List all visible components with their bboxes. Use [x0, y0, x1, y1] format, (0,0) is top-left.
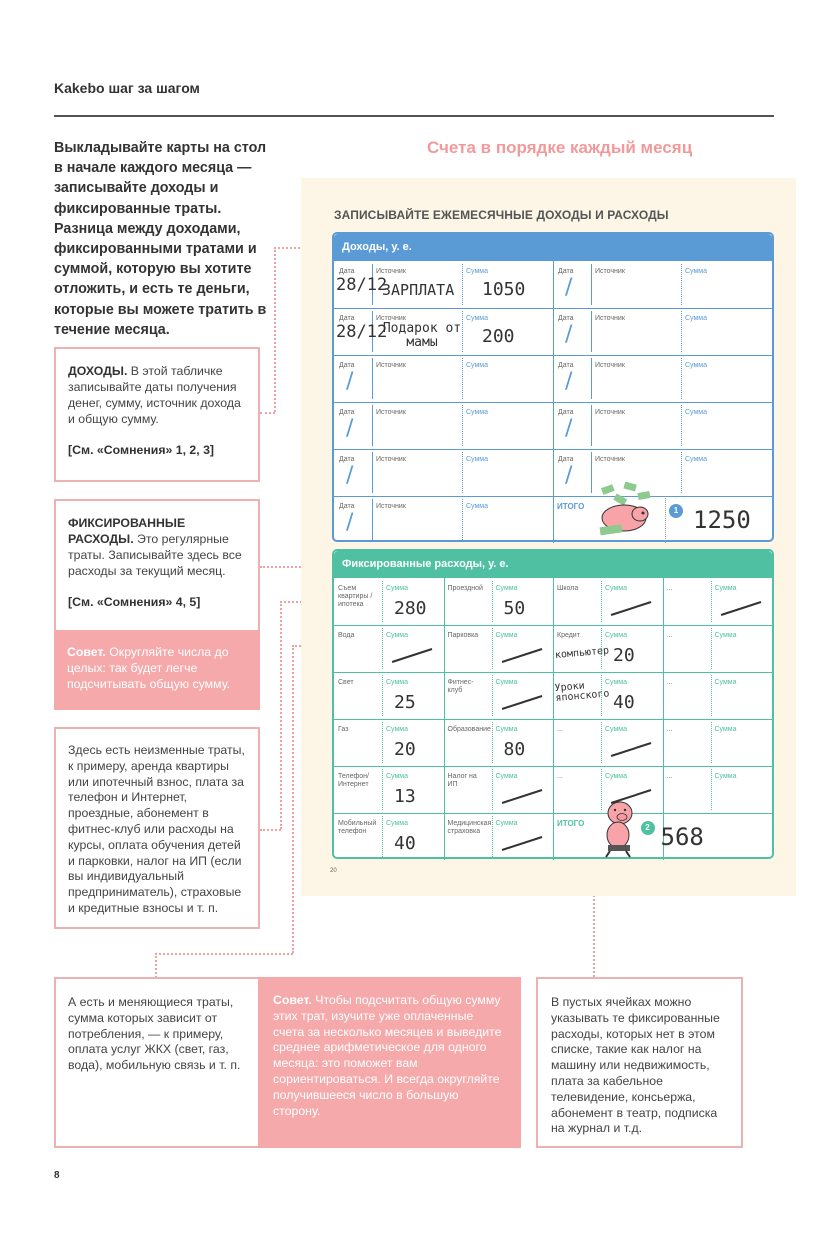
total-divider: [665, 496, 666, 543]
sum-divider: [711, 581, 712, 622]
sum-divider: [382, 769, 383, 810]
sum-label: Сумма: [386, 773, 408, 780]
tip2-label: Совет.: [273, 993, 312, 1007]
sum-label: Сумма: [605, 632, 627, 639]
date-divider: [591, 264, 592, 305]
income-table-header: Доходы, у. е.: [334, 234, 772, 261]
col-divider: [553, 625, 554, 672]
income-date: 28/12: [336, 322, 388, 342]
date-label: Дата: [339, 268, 355, 275]
col-divider: [444, 813, 445, 860]
col-divider: [553, 672, 554, 719]
running-header: Kakebo шаг за шагом: [54, 80, 200, 96]
date-slash: /: [565, 275, 573, 300]
expense-sum: 40: [394, 833, 416, 854]
sum-divider: [462, 358, 463, 399]
empty-dash: [501, 836, 541, 850]
col-divider: [663, 578, 664, 625]
sum-divider: [681, 311, 682, 352]
sum-divider: [601, 722, 602, 763]
sum-divider: [492, 769, 493, 810]
tip-rounding: [54, 630, 260, 710]
panel-title: Счета в порядке каждый месяц: [427, 138, 693, 157]
col-divider: [553, 355, 554, 402]
sum-label: Сумма: [685, 362, 707, 369]
category-note: Уроки японского: [554, 680, 610, 705]
empty-dash: [392, 648, 432, 662]
category-label: ...: [666, 679, 673, 686]
category-label: ...: [557, 726, 563, 733]
category-label: Вода: [338, 632, 355, 639]
category-label: Телефон/ Интернет: [338, 773, 369, 788]
category-label: ...: [666, 726, 673, 733]
fixed-total: 568: [660, 823, 704, 851]
date-label: Дата: [339, 315, 355, 322]
sum-label: Сумма: [605, 773, 627, 780]
source-label: Источник: [595, 268, 625, 275]
date-divider: [591, 311, 592, 352]
expense-sum: 20: [394, 739, 416, 760]
variable-expenses-box: А есть и меняющиеся траты, сумма которых зависит от потребления, — к примеру, оплата услуг ЖКХ (свет, газ, вода), мобильную связь и т. п.: [54, 977, 260, 1148]
pig-money-illustration: [590, 482, 660, 537]
income-note-ref: [См. «Сомнения» 1, 2, 3]: [68, 443, 215, 457]
category-label: ...: [557, 773, 563, 780]
category-label: Фитнес-клуб: [447, 679, 474, 694]
date-divider: [372, 358, 373, 399]
date-label: Дата: [558, 456, 574, 463]
category-label: ...: [666, 773, 673, 780]
sum-divider: [462, 264, 463, 305]
sum-label: Сумма: [685, 456, 707, 463]
col-divider: [444, 719, 445, 766]
total-label: ИТОГО: [557, 819, 585, 828]
empty-dash: [611, 601, 651, 615]
sum-label: Сумма: [466, 268, 488, 275]
col-divider: [663, 766, 664, 813]
col-divider: [553, 719, 554, 766]
sum-divider: [492, 816, 493, 857]
sum-label: Сумма: [386, 820, 408, 827]
source-label: Источник: [376, 315, 406, 322]
col-divider: [663, 625, 664, 672]
panel-page-number: 20: [330, 868, 337, 874]
sum-label: Сумма: [605, 726, 627, 733]
date-label: Дата: [339, 456, 355, 463]
empty-dash: [720, 601, 760, 615]
sum-divider: [492, 722, 493, 763]
sum-label: Сумма: [466, 503, 488, 510]
income-source: Подарок от мамы: [382, 321, 462, 350]
sum-label: Сумма: [466, 362, 488, 369]
expense-sum: 13: [394, 786, 416, 807]
total-label: ИТОГО: [557, 502, 585, 511]
date-divider: [591, 405, 592, 446]
fixed-expenses-table: [332, 549, 774, 859]
date-divider: [372, 499, 373, 540]
category-label: Школа: [557, 585, 579, 592]
col-divider: [444, 625, 445, 672]
date-slash: /: [346, 369, 354, 394]
sum-divider: [601, 581, 602, 622]
sum-label: Сумма: [495, 773, 518, 780]
category-label: Налог на ИП: [447, 773, 477, 788]
sum-label: Сумма: [605, 679, 627, 686]
col-divider: [553, 766, 554, 813]
col-divider: [553, 813, 554, 860]
col-divider: [444, 578, 445, 625]
income-total: 1250: [693, 506, 751, 534]
connector-constant-v: [280, 601, 282, 829]
source-label: Источник: [595, 362, 625, 369]
category-label: ...: [666, 632, 673, 639]
sum-divider: [382, 628, 383, 669]
date-label: Дата: [339, 362, 355, 369]
category-label: Медицинская страховка: [447, 820, 492, 835]
panel-subtitle: ЗАПИСЫВАЙТЕ ЕЖЕМЕСЯЧНЫЕ ДОХОДЫ И РАСХОДЫ: [334, 208, 669, 222]
fixed-note-ref: [См. «Сомнения» 4, 5]: [68, 595, 201, 609]
date-label: Дата: [558, 268, 574, 275]
sum-divider: [681, 264, 682, 305]
sum-divider: [492, 675, 493, 716]
date-slash: /: [346, 463, 354, 488]
sum-label: Сумма: [605, 585, 627, 592]
date-slash: /: [346, 510, 354, 535]
connector-variable-h: [155, 953, 293, 955]
sum-label: Сумма: [714, 585, 737, 592]
sum-divider: [711, 722, 712, 763]
sum-label: Сумма: [495, 820, 518, 827]
sum-label: Сумма: [495, 679, 518, 686]
category-note: компьютер: [554, 645, 610, 662]
source-label: Источник: [376, 268, 406, 275]
col-divider: [553, 449, 554, 496]
sum-label: Сумма: [685, 315, 707, 322]
sum-label: Сумма: [714, 632, 737, 639]
income-sum: 200: [482, 326, 515, 347]
col-divider: [444, 766, 445, 813]
empty-dash: [501, 789, 541, 803]
sum-label: Сумма: [466, 315, 488, 322]
sum-label: Сумма: [386, 585, 408, 592]
page-number: 8: [54, 1170, 60, 1181]
sum-divider: [711, 628, 712, 669]
income-date: 28/12: [336, 275, 388, 295]
sum-divider: [382, 722, 383, 763]
income-source: ЗАРПЛАТА: [382, 281, 455, 299]
category-label: ...: [666, 585, 673, 592]
tip-text: Округляйте числа до целых: так будет легче подсчитывать общую сумму.: [67, 645, 231, 691]
empty-dash: [501, 648, 541, 662]
empty-cells-box: В пустых ячейках можно указывать те фиксированные расходы, которых нет в этом списке, такие как налог на машину или недвижимость, плата за кабельное телевидение, консьержа, абонемент в театр, подписка на журнал и т.д.: [536, 977, 743, 1148]
sum-label: Сумма: [466, 456, 488, 463]
source-label: Источник: [376, 503, 406, 510]
sum-label: Сумма: [466, 409, 488, 416]
date-divider: [372, 405, 373, 446]
total-badge-2: 2: [641, 821, 655, 835]
date-divider: [591, 358, 592, 399]
sum-divider: [492, 581, 493, 622]
category-label: Свет: [338, 679, 354, 686]
date-label: Дата: [558, 315, 574, 322]
income-table: [332, 232, 774, 542]
tip-label: Совет.: [67, 645, 106, 659]
intro-text: Выкладывайте карты на стол в начале каждого месяца — записывайте доходы и фиксированные траты. Разница между доходами, фиксированными тратами и суммой, которую вы хотите отложить, и есть те деньги, которые вы можете тратить в течение месяца.: [54, 140, 267, 338]
sum-label: Сумма: [685, 409, 707, 416]
sum-divider: [462, 452, 463, 493]
header-rule: [54, 115, 774, 117]
category-label: Образование: [447, 726, 491, 733]
sum-divider: [681, 405, 682, 446]
date-divider: [372, 452, 373, 493]
col-divider: [553, 578, 554, 625]
connector-variable-v: [292, 645, 294, 953]
sum-divider: [462, 499, 463, 540]
connector-variable-v2: [155, 953, 157, 978]
fixed-table-header: Фиксированные расходы, у. е.: [334, 551, 772, 578]
income-note-title: ДОХОДЫ.: [68, 364, 128, 378]
date-slash: /: [346, 416, 354, 441]
sum-divider: [382, 816, 383, 857]
connector-income-h2: [260, 412, 275, 414]
total-badge-1: 1: [669, 504, 683, 518]
date-slash: /: [565, 369, 573, 394]
date-slash: /: [565, 322, 573, 347]
empty-dash: [501, 695, 541, 709]
category-label: Проездной: [447, 585, 483, 592]
date-label: Дата: [339, 409, 355, 416]
sum-label: Сумма: [386, 726, 408, 733]
col-divider: [553, 402, 554, 449]
sum-divider: [681, 452, 682, 493]
date-slash: /: [565, 463, 573, 488]
source-label: Источник: [376, 456, 406, 463]
col-divider: [553, 308, 554, 355]
sum-divider: [462, 405, 463, 446]
source-label: Источник: [376, 362, 406, 369]
sum-label: Сумма: [495, 632, 518, 639]
source-label: Источник: [376, 409, 406, 416]
date-slash: /: [565, 416, 573, 441]
category-label: Мобильный телефон: [338, 820, 377, 835]
sum-label: Сумма: [495, 585, 518, 592]
col-divider: [553, 261, 554, 308]
category-label: Съем квартиры / ипотека: [338, 585, 373, 608]
fixed-note-box: [54, 499, 260, 632]
category-label: Парковка: [447, 632, 479, 639]
expense-sum: 50: [503, 598, 526, 619]
sum-label: Сумма: [386, 632, 408, 639]
fixed-note-title: ФИКСИРОВАННЫЕ РАСХОДЫ.: [68, 516, 186, 546]
sum-label: Сумма: [386, 679, 408, 686]
income-note-box: [54, 347, 260, 482]
expense-sum: 280: [394, 598, 427, 619]
income-sum: 1050: [482, 279, 526, 300]
sum-divider: [462, 311, 463, 352]
source-label: Источник: [595, 456, 625, 463]
date-label: Дата: [558, 362, 574, 369]
sum-divider: [382, 675, 383, 716]
income-note-text: В этой табличке записывайте даты получения денег, сумму, источник дохода и общую сумму.: [68, 364, 241, 426]
fixed-note-text: Это регулярные траты. Записывайте здесь все расходы за текущий месяц.: [68, 532, 242, 578]
sum-label: Сумма: [495, 726, 518, 733]
sum-divider: [711, 769, 712, 810]
sum-label: Сумма: [714, 773, 737, 780]
col-divider: [663, 672, 664, 719]
sum-label: Сумма: [685, 268, 707, 275]
sum-divider: [681, 358, 682, 399]
sum-divider: [711, 675, 712, 716]
source-label: Источник: [595, 315, 625, 322]
sum-label: Сумма: [714, 726, 737, 733]
expense-sum: 80: [503, 739, 526, 760]
connector-constant-h2: [260, 829, 281, 831]
pig-illustration: [596, 795, 641, 860]
col-divider: [553, 496, 554, 543]
source-label: Источник: [595, 409, 625, 416]
sum-divider: [492, 628, 493, 669]
date-label: Дата: [339, 503, 355, 510]
tip2-text: Чтобы подсчитать общую сумму этих трат, изучите уже оплаченные счета за несколько месяцев и выведите среднее арифметическое для одного месяца: это поможет вам сориентироваться. И всегда округляйте получившееся число в большую сторону.: [273, 993, 502, 1118]
category-label: Кредит: [557, 632, 580, 639]
expense-sum: 20: [613, 645, 635, 666]
col-divider: [444, 672, 445, 719]
col-divider: [663, 719, 664, 766]
tip-average: [258, 977, 521, 1148]
connector-income-v: [274, 247, 276, 412]
empty-dash: [611, 742, 651, 756]
sum-label: Сумма: [714, 679, 737, 686]
sum-divider: [382, 581, 383, 622]
date-label: Дата: [558, 409, 574, 416]
expense-sum: 40: [613, 692, 635, 713]
category-label: Газ: [338, 726, 349, 733]
expense-sum: 25: [394, 692, 416, 713]
constant-expenses-box: Здесь есть неизменные траты, к примеру, аренда квартиры или ипотечный взнос, плата за телефон и Интернет, проездные, абонемент в фитнес-клуб или расходы на курсы, оплата обучения детей и парковки, налог на ИП (если вы индивидуальный предприниматель), страховые и кредитные взносы и т. п.: [54, 727, 260, 929]
